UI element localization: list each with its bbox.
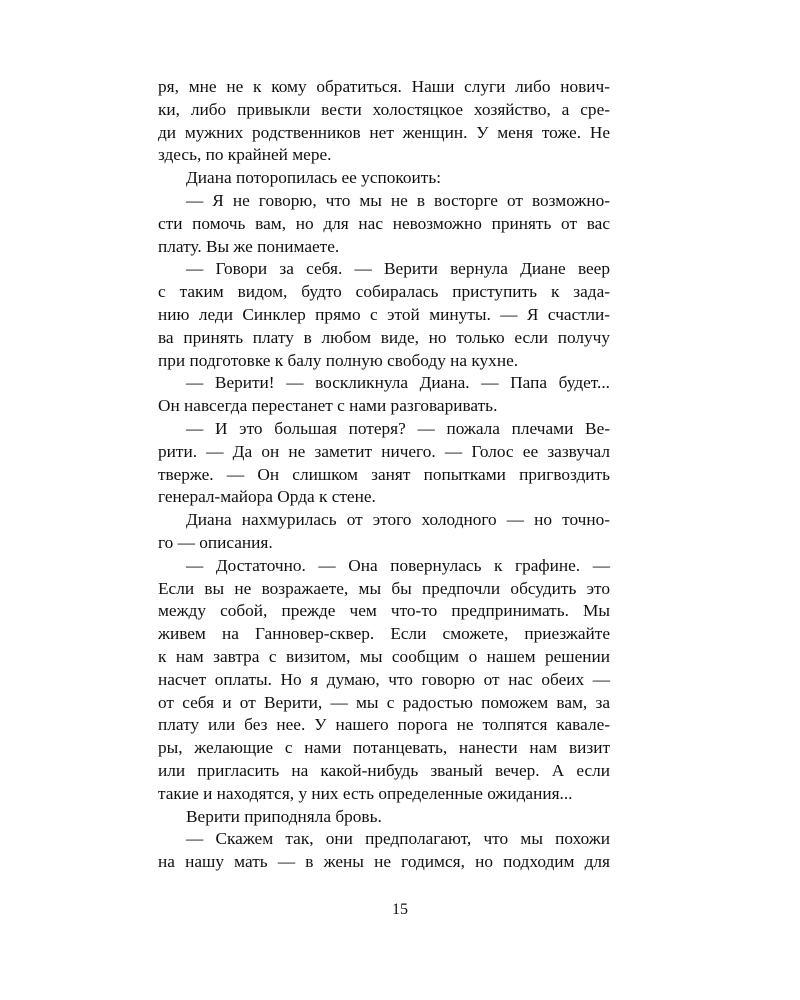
text-line: или пригласить на какой-нибудь званый вечер. А если: [158, 760, 610, 780]
text-line: генерал-майора Орда к стене.: [158, 487, 376, 507]
text-line: тверже. — Он слишком занят попытками пригвоздить: [158, 464, 610, 484]
text-line: ди мужних родственников нет женщин. У меня тоже. Не: [158, 122, 610, 142]
text-line: ры, желающие с нами потанцевать, нанести нам визит: [158, 738, 610, 758]
text-line: на нашу мать — в жены не годимся, но подходим для: [158, 852, 610, 872]
text-line: ки, либо привыкли вести холостяцкое хозяйство, а сре-: [158, 99, 610, 119]
text-line: между собой, прежде чем что-то предпринимать. Мы: [158, 601, 610, 621]
text-line: такие и находятся, у них есть определенные ожидания...: [158, 783, 573, 803]
text-line: ря, мне не к кому обратиться. Наши слуги либо нович-: [158, 77, 610, 96]
text-line: живем на Ганновер-сквер. Если сможете, приезжайте: [158, 624, 610, 644]
text-line: Он навсегда перестанет с нами разговаривать.: [158, 396, 498, 416]
text-line: Диана нахмурилась от этого холодного — но точно-: [186, 510, 610, 530]
text-line: — И это большая потеря? — пожала плечами Ве-: [186, 418, 610, 438]
text-line: насчет оплаты. Но я думаю, что говорю от нас обеих —: [158, 669, 610, 689]
text-line: — Говори за себя. — Верити вернула Диане веер: [186, 259, 610, 279]
text-line: — Верити! — воскликнула Диана. — Папа будет...: [186, 373, 610, 393]
text-line: Если вы не возражаете, мы бы предпочли обсудить это: [158, 578, 610, 598]
text-line: — Я не говорю, что мы не в восторге от возможно-: [186, 190, 610, 210]
text-line: сти помочь вам, но для нас невозможно принять от вас: [158, 213, 610, 233]
text-line: плату или без нее. У нашего порога не толпятся кавале-: [158, 715, 610, 735]
text-line: Верити приподняла бровь.: [186, 806, 382, 826]
body-text: [158, 76, 610, 874]
text-line: плату. Вы же понимаете.: [158, 236, 340, 256]
page-number: 15: [392, 901, 408, 918]
text-line: здесь, по крайней мере.: [158, 145, 332, 165]
text-line: рити. — Да он не заметит ничего. — Голос ее зазвучал: [158, 441, 610, 461]
text-line: Диана поторопилась ее успокоить:: [186, 168, 442, 188]
text-line: от себя и от Верити, — мы с радостью поможем вам, за: [158, 692, 610, 712]
text-line: — Достаточно. — Она повернулась к графине. —: [186, 555, 610, 575]
text-line: при подготовке к балу полную свободу на кухне.: [158, 350, 519, 370]
text-line: — Скажем так, они предполагают, что мы похожи: [186, 829, 610, 849]
text-line: нию леди Синклер прямо с этой минуты. — Я счастли-: [158, 304, 610, 324]
text-line: ва принять плату в любом виде, но только если получу: [158, 327, 610, 347]
text-line: с таким видом, будто собиралась приступить к зада-: [158, 282, 610, 302]
text-line: к нам завтра с визитом, мы сообщим о нашем решении: [158, 646, 610, 666]
text-line: го — описания.: [158, 532, 273, 552]
